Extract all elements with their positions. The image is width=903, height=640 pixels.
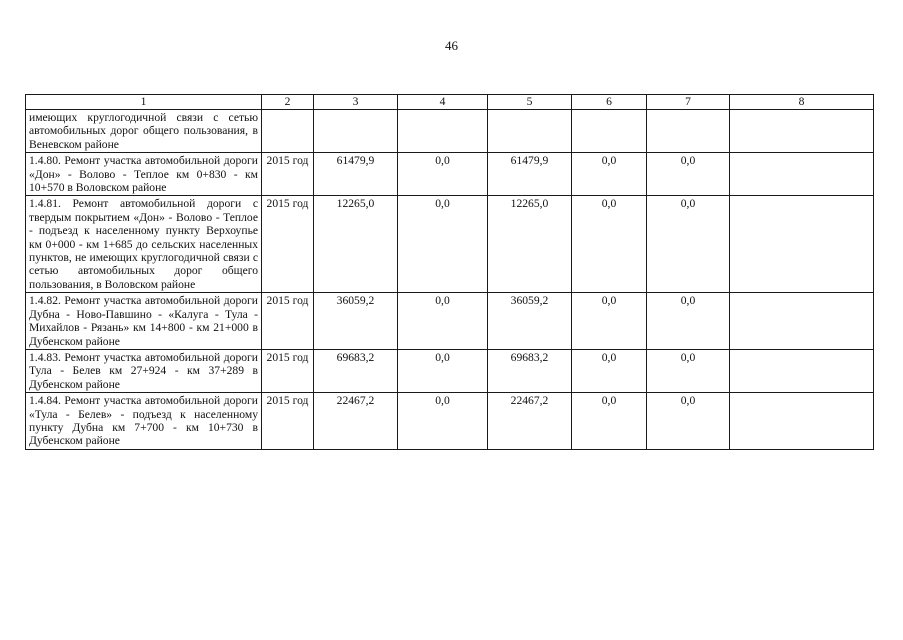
row-col3: 36059,2	[314, 293, 398, 350]
row-year	[262, 110, 314, 153]
row-col6: 0,0	[572, 196, 647, 293]
row-year: 2015 год	[262, 349, 314, 392]
table-row	[26, 110, 874, 153]
row-col7: 0,0	[647, 349, 730, 392]
row-col8	[730, 293, 874, 350]
column-header: 6	[572, 95, 647, 110]
row-col7: 0,0	[647, 196, 730, 293]
row-col3: 69683,2	[314, 349, 398, 392]
column-header: 2	[262, 95, 314, 110]
column-header: 5	[488, 95, 572, 110]
row-year: 2015 год	[262, 393, 314, 450]
row-col6: 0,0	[572, 153, 647, 196]
row-col6: 0,0	[572, 349, 647, 392]
row-col6: 0,0	[572, 293, 647, 350]
row-col4	[398, 110, 488, 153]
column-header: 8	[730, 95, 874, 110]
column-header: 7	[647, 95, 730, 110]
row-year: 2015 год	[262, 196, 314, 293]
column-header: 3	[314, 95, 398, 110]
row-col5: 61479,9	[488, 153, 572, 196]
budget-table	[25, 94, 874, 450]
row-col3: 22467,2	[314, 393, 398, 450]
row-col4: 0,0	[398, 196, 488, 293]
row-col8	[730, 393, 874, 450]
row-col3: 61479,9	[314, 153, 398, 196]
row-col8	[730, 349, 874, 392]
row-description: 1.4.82. Ремонт участка автомобильной дороги Дубна - Ново-Павшино - «Калуга - Тула - Михайлов - Рязань» км 14+800 - км 21+000 в Дубенском районе	[26, 293, 262, 350]
table-row	[26, 293, 874, 350]
table-row	[26, 393, 874, 450]
row-col7: 0,0	[647, 153, 730, 196]
column-header: 4	[398, 95, 488, 110]
row-description: имеющих круглогодичной связи с сетью автомобильных дорог общего пользования, в Веневском районе	[26, 110, 262, 153]
table-row	[26, 153, 874, 196]
row-col5: 36059,2	[488, 293, 572, 350]
row-description: 1.4.83. Ремонт участка автомобильной дороги Тула - Белев км 27+924 - км 37+289 в Дубенском районе	[26, 349, 262, 392]
row-year: 2015 год	[262, 153, 314, 196]
row-col3	[314, 110, 398, 153]
row-col3: 12265,0	[314, 196, 398, 293]
row-year: 2015 год	[262, 293, 314, 350]
row-col7: 0,0	[647, 293, 730, 350]
row-col4: 0,0	[398, 153, 488, 196]
row-col6: 0,0	[572, 393, 647, 450]
column-header: 1	[26, 95, 262, 110]
row-description: 1.4.80. Ремонт участка автомобильной дороги «Дон» - Волово - Теплое км 0+830 - км 10+570 в Воловском районе	[26, 153, 262, 196]
row-col7: 0,0	[647, 393, 730, 450]
table-row	[26, 349, 874, 392]
row-col4: 0,0	[398, 393, 488, 450]
row-col5	[488, 110, 572, 153]
row-description: 1.4.81. Ремонт автомобильной дороги с твердым покрытием «Дон» - Волово - Теплое - подъезд к населенному пункту Верхоупье км 0+000 - км 1+685 до сельских населенных пунктов, не имеющих круглогодичной связи с сетью автомобильных дорог общего пользования, в Воловском районе	[26, 196, 262, 293]
page-number: 46	[445, 38, 458, 53]
row-col8	[730, 196, 874, 293]
header-row	[26, 95, 874, 110]
row-col5: 22467,2	[488, 393, 572, 450]
row-col6	[572, 110, 647, 153]
row-col8	[730, 153, 874, 196]
table-row	[26, 196, 874, 293]
row-description: 1.4.84. Ремонт участка автомобильной дороги «Тула - Белев» - подъезд к населенному пункту Дубна км 7+700 - км 10+730 в Дубенском районе	[26, 393, 262, 450]
row-col7	[647, 110, 730, 153]
row-col4: 0,0	[398, 293, 488, 350]
row-col4: 0,0	[398, 349, 488, 392]
row-col5: 12265,0	[488, 196, 572, 293]
row-col8	[730, 110, 874, 153]
row-col5: 69683,2	[488, 349, 572, 392]
